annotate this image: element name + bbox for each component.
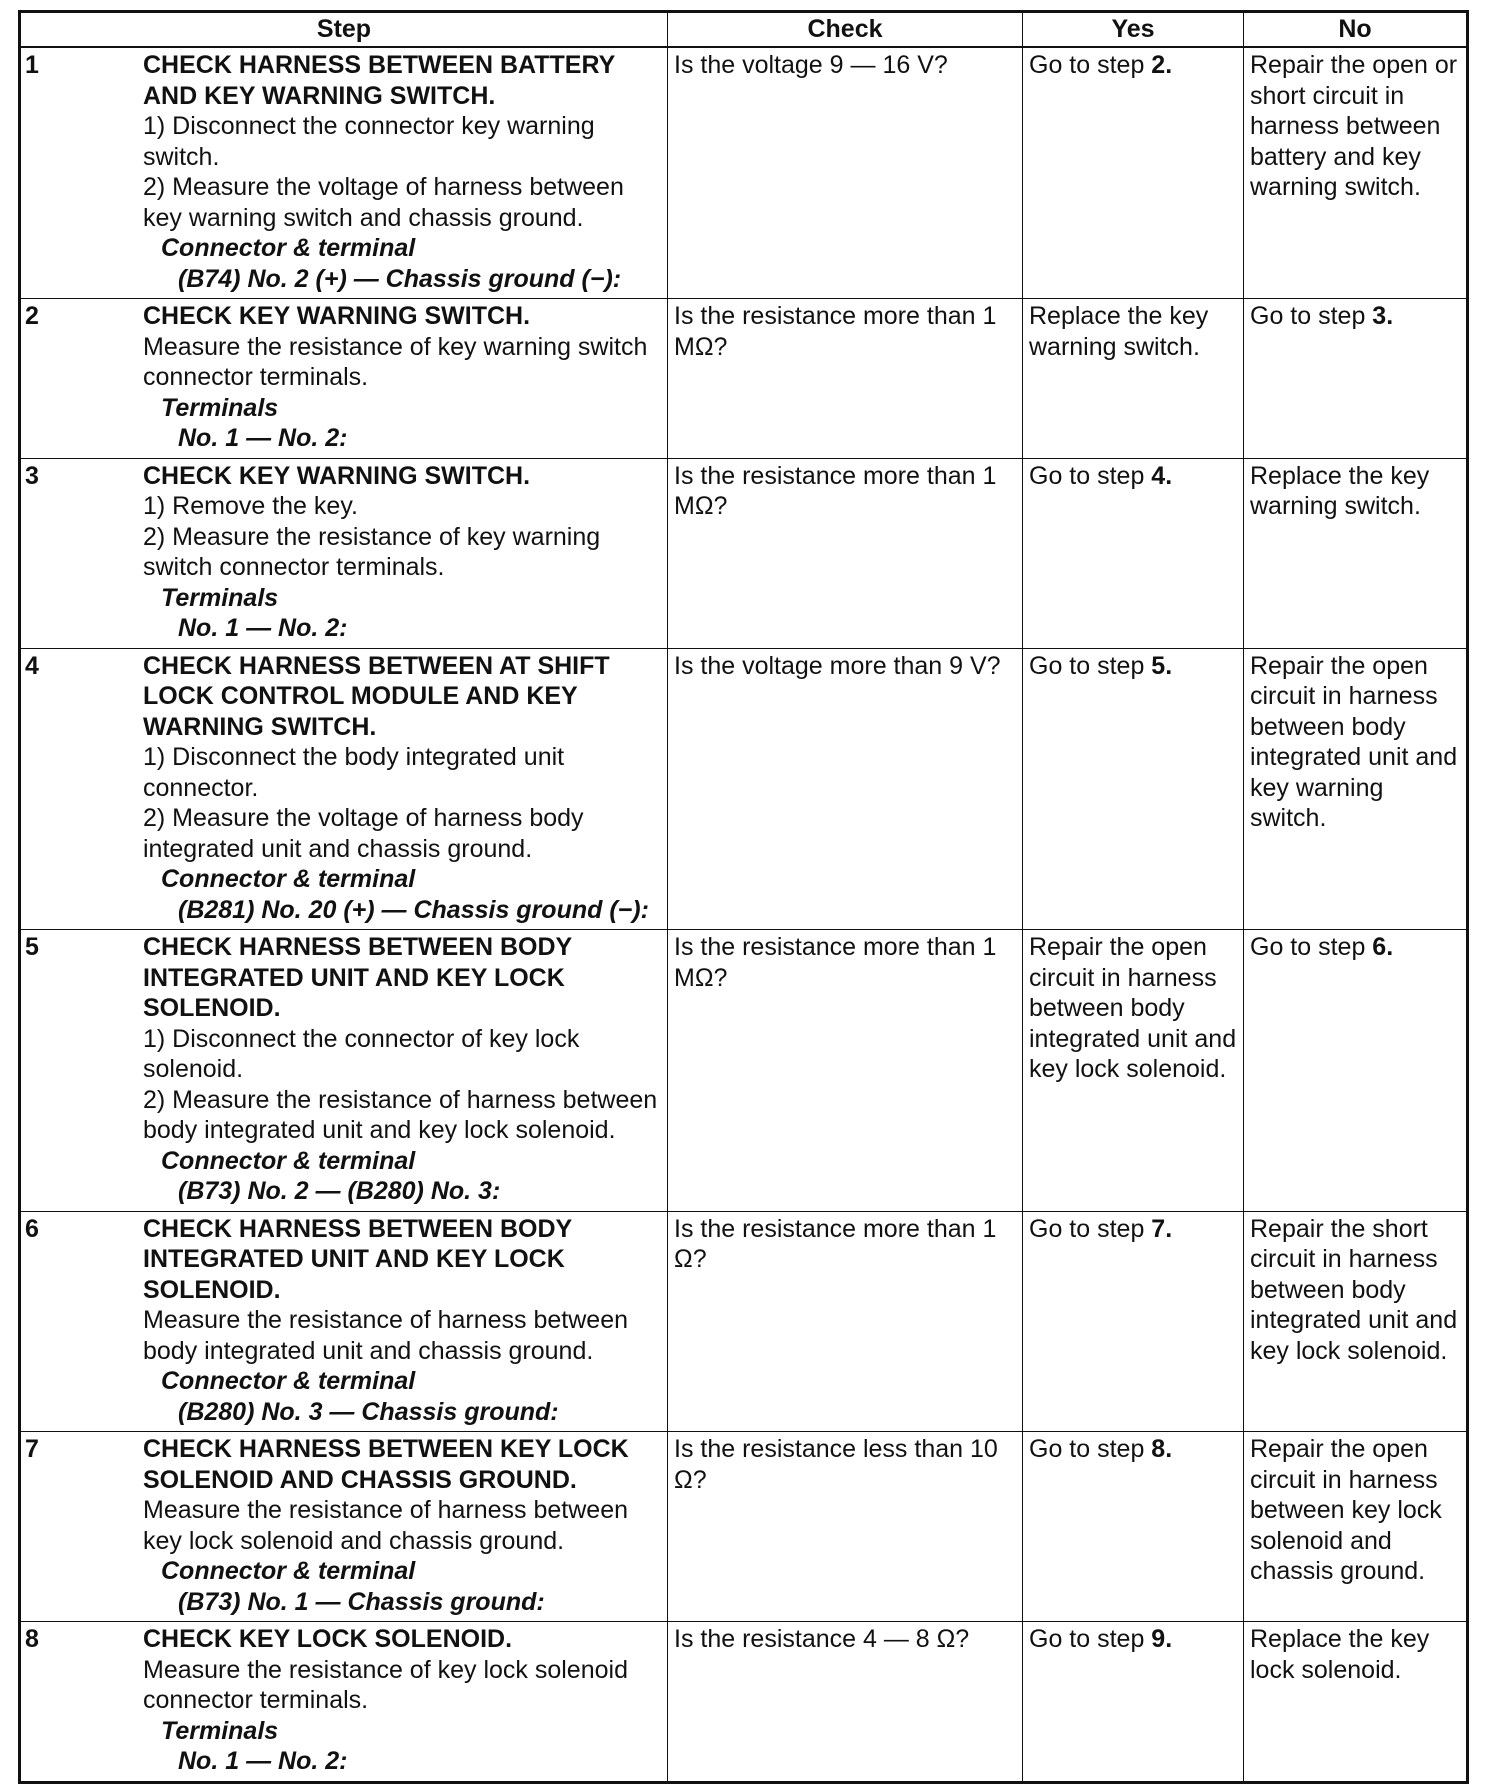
yes-cell [1023,1211,1244,1432]
step-title: CHECK HARNESS BETWEEN BODY INTEGRATED UNIT AND KEY LOCK SOLENOID. [143,1214,572,1304]
table-row [20,1211,1468,1432]
step-cell [20,1211,668,1432]
terminal-value: (B280) No. 3 — Chassis ground: [178,1397,559,1426]
step-cell [20,47,668,299]
step-number: 8 [25,1625,39,1653]
no-text: Repair the open circuit in harness between body integrated unit and key warning switch. [1250,651,1458,832]
table-row [20,648,1468,930]
yes-cell [1023,1432,1244,1622]
no-step-ref: 3. [1372,302,1394,330]
terminal-label: Terminals [161,1716,279,1745]
table-row [20,1432,1468,1622]
step-title: CHECK HARNESS BETWEEN KEY LOCK SOLENOID AND CHASSIS GROUND. [143,1435,629,1494]
no-text: Repair the open circuit in harness between key lock solenoid and chassis ground. [1250,1435,1442,1585]
step-instruction: 1) Disconnect the connector key warning switch. [143,112,595,171]
terminal-label: Connector & terminal [161,865,416,893]
step-title: CHECK KEY WARNING SWITCH. [143,302,531,330]
no-cell [1244,1622,1468,1783]
step-instruction: 1) Disconnect the body integrated unit connector. [143,743,565,802]
yes-step-ref: 9. [1151,1625,1173,1653]
step-number: 5 [25,933,39,961]
no-text: Go to step [1250,933,1373,961]
yes-text: Go to step [1029,461,1152,490]
step-cell [20,648,668,930]
no-text: Replace the key warning switch. [1250,461,1430,520]
header-check: Check [668,12,1023,48]
step-number: 6 [25,1214,39,1243]
step-instruction: 1) Disconnect the connector of key lock solenoid. [143,1024,580,1083]
step-title: CHECK KEY LOCK SOLENOID. [143,1625,513,1653]
diagnostic-table [18,10,1469,1784]
no-cell [1244,299,1468,459]
terminal-value: No. 1 — No. 2: [178,424,348,452]
yes-text: Go to step [1029,651,1152,680]
terminal-value: (B74) No. 2 (+) — Chassis ground (−): [178,264,622,293]
check-cell: Is the resistance more than 1 MΩ? [668,299,1023,459]
yes-text: Repair the open circuit in harness between body integrated unit and key lock solenoid. [1029,933,1237,1083]
no-cell [1244,458,1468,648]
check-cell: Is the resistance more than 1 Ω? [668,1211,1023,1432]
step-instruction: Measure the resistance of key lock solenoid connector terminals. [143,1655,628,1714]
terminal-value: (B73) No. 1 — Chassis ground: [178,1587,545,1616]
step-title: CHECK HARNESS BETWEEN AT SHIFT LOCK CONTROL MODULE AND KEY WARNING SWITCH. [143,651,610,741]
yes-cell [1023,47,1244,299]
no-text: Repair the open or short circuit in harness between battery and key warning switch. [1250,51,1458,201]
step-cell [20,930,668,1212]
yes-text: Go to step [1029,51,1152,79]
step-title: CHECK HARNESS BETWEEN BODY INTEGRATED UNIT AND KEY LOCK SOLENOID. [143,933,572,1022]
yes-step-ref: 8. [1151,1435,1173,1463]
step-instruction: 2) Measure the voltage of harness between key warning switch and chassis ground. [143,173,624,232]
header-no: No [1244,12,1468,48]
terminal-label: Connector & terminal [161,234,416,262]
yes-step-ref: 5. [1151,651,1173,680]
header-row [20,12,1468,48]
step-number: 7 [25,1435,39,1463]
check-cell: Is the resistance 4 — 8 Ω? [668,1622,1023,1783]
header-yes: Yes [1023,12,1244,48]
terminal-label: Terminals [161,583,279,612]
yes-cell [1023,648,1244,930]
no-cell [1244,1211,1468,1432]
no-cell [1244,47,1468,299]
table-row [20,458,1468,648]
check-cell: Is the resistance more than 1 MΩ? [668,930,1023,1212]
yes-cell [1023,299,1244,459]
table-row [20,1622,1468,1783]
yes-text: Replace the key warning switch. [1029,302,1209,361]
yes-text: Go to step [1029,1214,1152,1243]
step-number: 4 [25,651,39,680]
yes-cell [1023,930,1244,1212]
terminal-value: No. 1 — No. 2: [178,1747,348,1775]
table-row [20,47,1468,299]
check-cell: Is the voltage 9 — 16 V? [668,47,1023,299]
step-instruction: 2) Measure the voltage of harness body integrated unit and chassis ground. [143,804,584,863]
step-instruction: Measure the resistance of harness between key lock solenoid and chassis ground. [143,1496,628,1555]
yes-cell [1023,1622,1244,1783]
table-row [20,930,1468,1212]
step-title: CHECK KEY WARNING SWITCH. [143,461,531,490]
step-instruction: 1) Remove the key. [143,492,358,520]
terminal-label: Connector & terminal [161,1557,416,1585]
step-cell [20,458,668,648]
check-cell: Is the voltage more than 9 V? [668,648,1023,930]
yes-step-ref: 4. [1151,461,1173,490]
no-cell [1244,648,1468,930]
yes-step-ref: 7. [1151,1214,1173,1243]
step-cell [20,1432,668,1622]
terminal-label: Connector & terminal [161,1146,416,1175]
terminal-value: (B73) No. 2 — (B280) No. 3: [178,1177,501,1205]
step-number: 1 [25,51,39,79]
step-instruction: Measure the resistance of key warning switch connector terminals. [143,332,648,391]
step-cell [20,299,668,459]
no-text: Replace the key lock solenoid. [1250,1625,1430,1684]
step-instruction: 2) Measure the resistance of key warning switch connector terminals. [143,522,601,581]
yes-step-ref: 2. [1151,51,1173,79]
step-instruction: Measure the resistance of harness between body integrated unit and chassis ground. [143,1306,628,1365]
step-number: 2 [25,302,39,330]
terminal-value: No. 1 — No. 2: [178,614,348,642]
header-step: Step [20,12,668,48]
no-step-ref: 6. [1372,933,1394,961]
step-number: 3 [25,461,39,490]
check-cell: Is the resistance less than 10 Ω? [668,1432,1023,1622]
no-cell [1244,930,1468,1212]
terminal-value: (B281) No. 20 (+) — Chassis ground (−): [178,895,649,924]
step-cell [20,1622,668,1783]
no-text: Repair the short circuit in harness between body integrated unit and key lock solenoid. [1250,1214,1458,1365]
no-text: Go to step [1250,302,1373,330]
yes-text: Go to step [1029,1625,1152,1653]
step-instruction: 2) Measure the resistance of harness between body integrated unit and key lock solenoid. [143,1085,658,1144]
terminal-label: Connector & terminal [161,1367,416,1395]
yes-text: Go to step [1029,1435,1152,1463]
step-title: CHECK HARNESS BETWEEN BATTERY AND KEY WARNING SWITCH. [143,51,615,110]
yes-cell [1023,458,1244,648]
table-row [20,299,1468,459]
terminal-label: Terminals [161,393,279,422]
no-cell [1244,1432,1468,1622]
check-cell: Is the resistance more than 1 MΩ? [668,458,1023,648]
